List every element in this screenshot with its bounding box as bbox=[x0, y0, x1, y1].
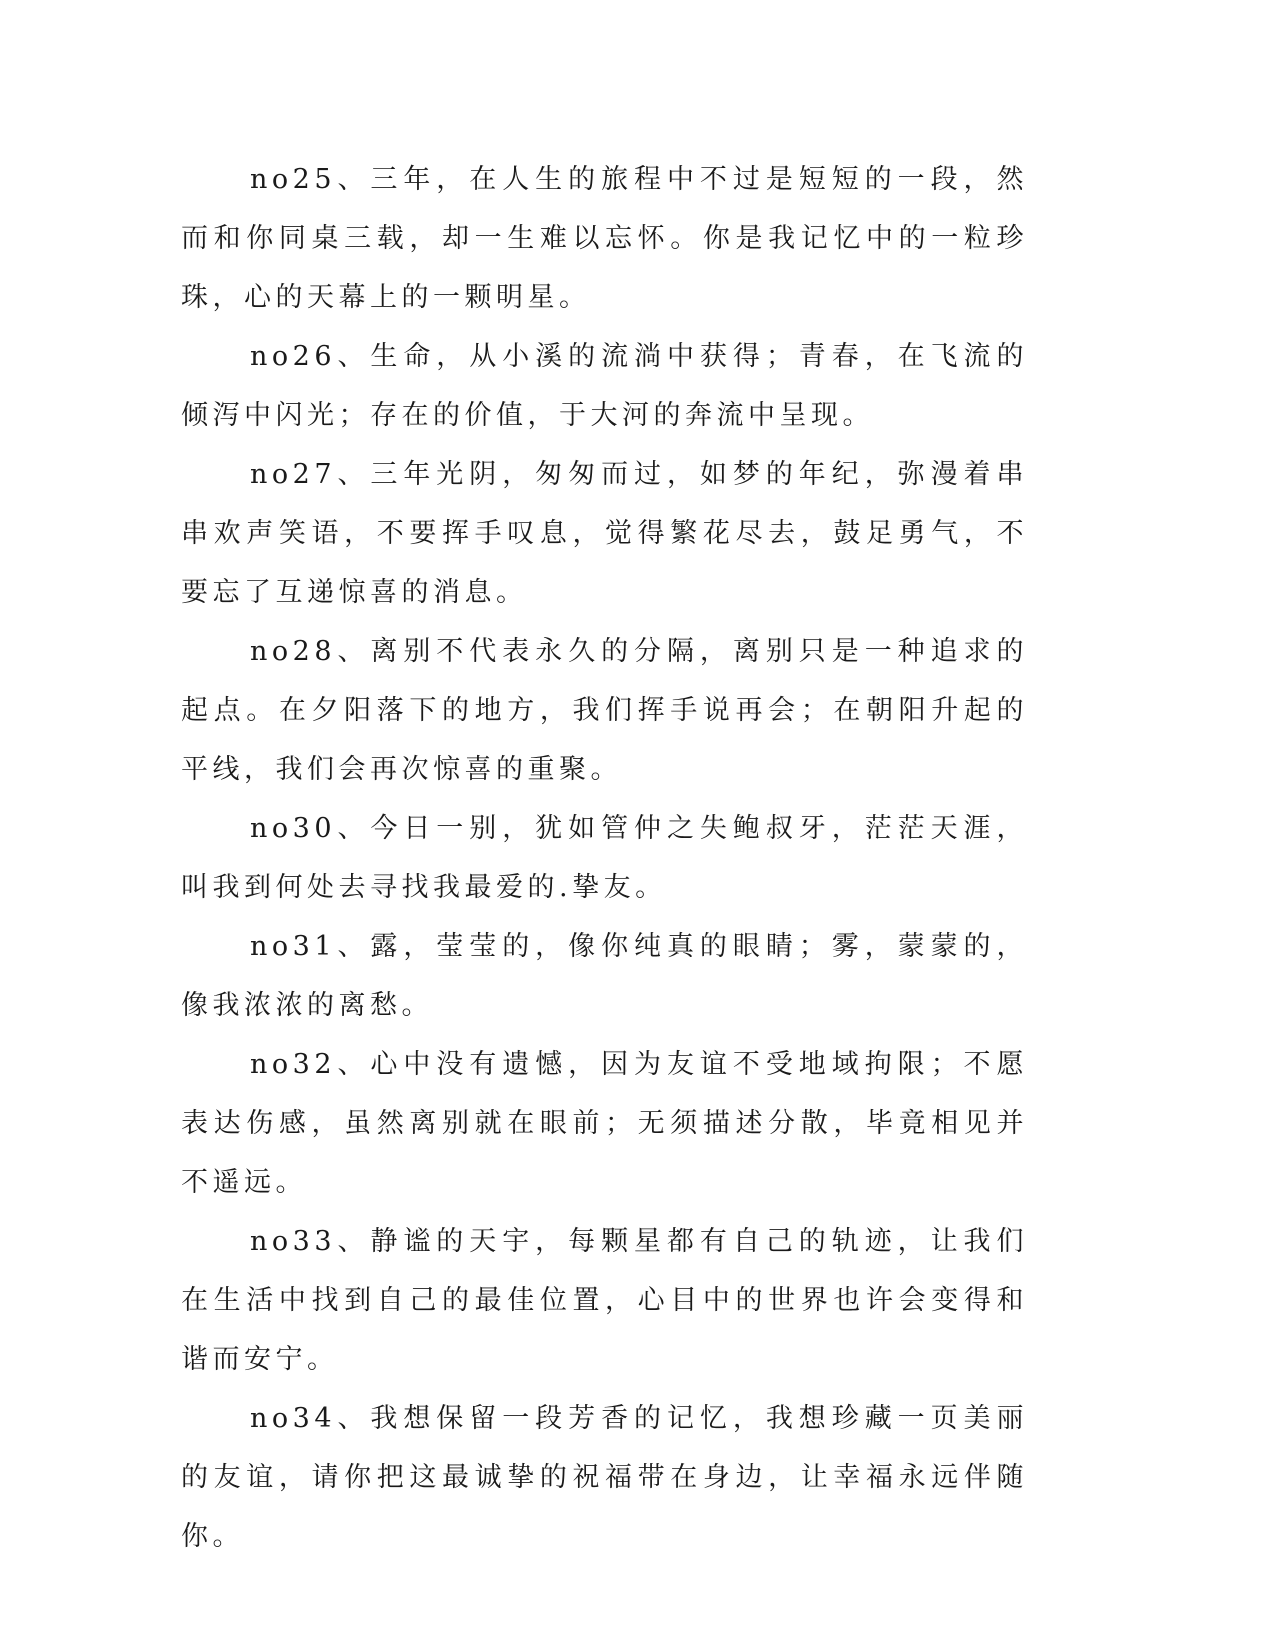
paragraph-no33: no33、静谧的天宇，每颗星都有自己的轨迹，让我们在生活中找到自己的最佳位置，心目中的世界也许会变得和谐而安宁。 bbox=[181, 1226, 1028, 1375]
paragraph-no32: no32、心中没有遗憾，因为友谊不受地域拘限；不愿表达伤感，虽然离别就在眼前；无须描述分散，毕竟相见并不遥远。 bbox=[181, 1049, 1028, 1198]
paragraph-no26: no26、生命，从小溪的流淌中获得；青春，在飞流的倾泻中闪光；存在的价值，于大河的奔流中呈现。 bbox=[181, 341, 1028, 431]
paragraph-no30: no30、今日一别，犹如管仲之失鲍叔牙，茫茫天涯，叫我到何处去寻找我最爱的.挚友。 bbox=[181, 813, 1028, 903]
paragraph-no27: no27、三年光阴，匆匆而过，如梦的年纪，弥漫着串串欢声笑语，不要挥手叹息，觉得繁花尽去，鼓足勇气，不要忘了互递惊喜的消息。 bbox=[181, 459, 1028, 608]
paragraph-no34: no34、我想保留一段芳香的记忆，我想珍藏一页美丽的友谊，请你把这最诚挚的祝福带在身边，让幸福永远伴随你。 bbox=[181, 1403, 1028, 1552]
paragraph-no25: no25、三年，在人生的旅程中不过是短短的一段，然而和你同桌三载，却一生难以忘怀。你是我记忆中的一粒珍珠，心的天幕上的一颗明星。 bbox=[181, 164, 1028, 313]
paragraph-no31: no31、露，莹莹的，像你纯真的眼睛；雾，蒙蒙的，像我浓浓的离愁。 bbox=[181, 931, 1028, 1021]
paragraph-no28: no28、离别不代表永久的分隔，离别只是一种追求的起点。在夕阳落下的地方，我们挥手说再会；在朝阳升起的平线，我们会再次惊喜的重聚。 bbox=[181, 636, 1028, 785]
document-body bbox=[181, 150, 1028, 1566]
